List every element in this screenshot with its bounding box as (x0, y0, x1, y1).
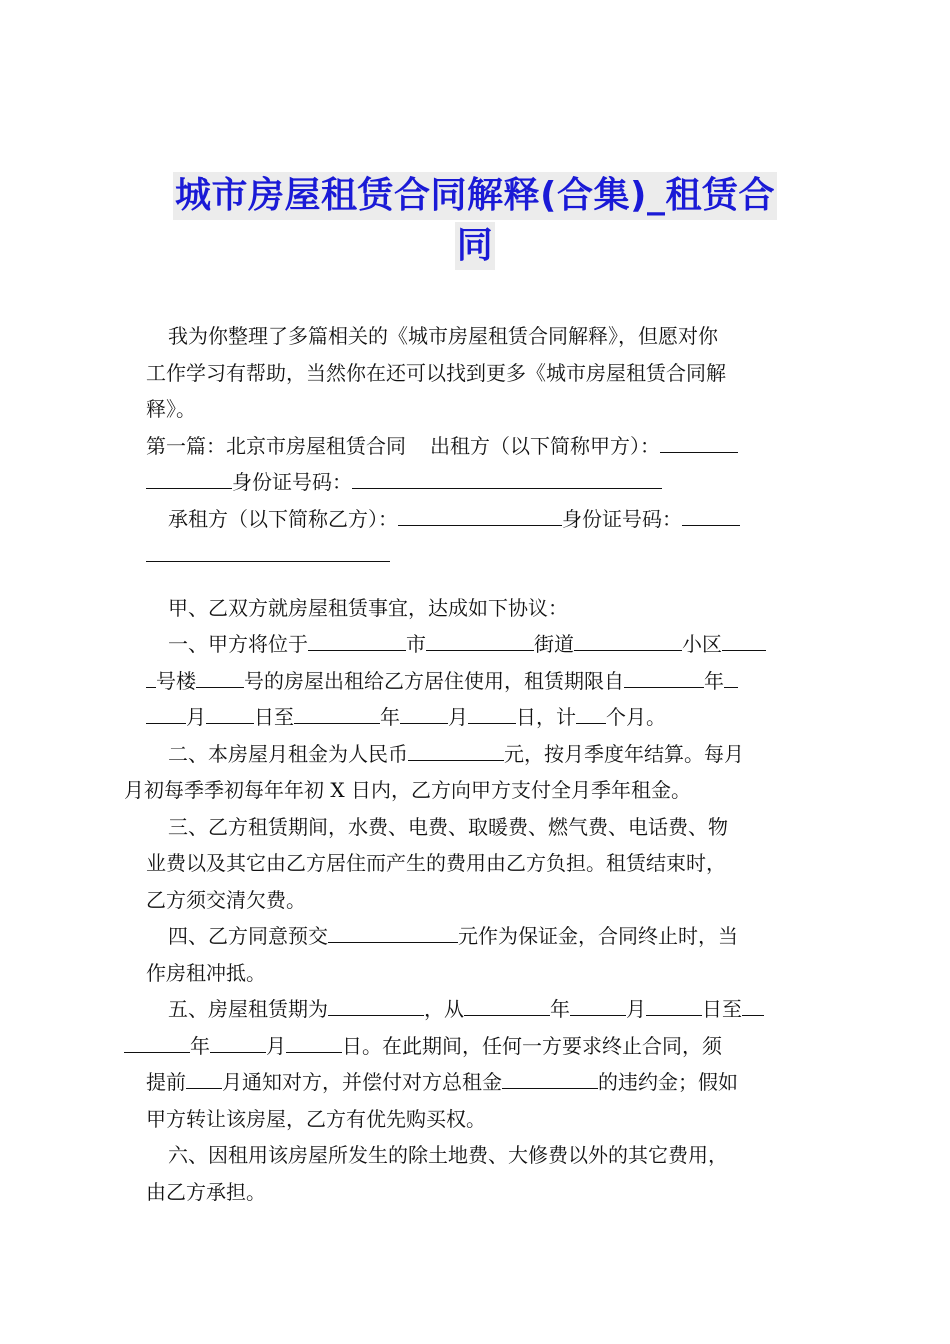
building-blank (722, 630, 766, 651)
notice-months-blank (186, 1068, 222, 1089)
start-month-blank (724, 667, 738, 688)
lessor-id-blank (352, 468, 662, 489)
to-year-blank (742, 995, 764, 1016)
from-day-blank (646, 995, 702, 1016)
clause1-text: 号的房屋出租给乙方居住使用，租赁期限自 (244, 668, 624, 693)
intro-paragraph (146, 318, 810, 428)
lessee-paragraph (146, 501, 810, 574)
clause5-text: 甲方转让该房屋，乙方有优先购买权。 (146, 1106, 486, 1131)
title-line-2: 同 (455, 222, 496, 270)
end-day-blank (468, 703, 516, 724)
clause6-line-1: 六、因租用该房屋所发生的除土地费、大修费以外的其它费用， (168, 1143, 728, 1167)
intro-line-3: 释》。 (146, 397, 196, 421)
end-year-blank (294, 703, 380, 724)
term-blank (328, 995, 424, 1016)
room-blank (196, 667, 244, 688)
clause1-text: 小区 (682, 632, 722, 656)
clause5-text: 月通知对方，并偿付对方总租金 (222, 1070, 502, 1094)
clause1-text: 市 (406, 632, 426, 656)
rent-amount-blank (408, 740, 504, 761)
lessee-label: 承租方（以下简称乙方）： (168, 506, 398, 531)
intro-line-2: 工作学习有帮助，当然你在还可以找到更多《城市房屋租赁合同解 (146, 360, 726, 385)
street-blank (426, 630, 534, 651)
start-month-blank-cont (146, 703, 186, 724)
clause3-line-2: 业费以及其它由乙方居住而产生的费用由乙方负担。租赁结束时， (146, 851, 726, 875)
lessor-name-blank (660, 432, 738, 453)
lessee-id-blank-cont (146, 541, 390, 562)
intro-line-1: 我为你整理了多篇相关的《城市房屋租赁合同解释》，但愿对你 (168, 324, 718, 348)
building-blank-cont (146, 667, 156, 688)
clause1-text: 个月。 (606, 705, 666, 729)
clause1-text: 年 (704, 668, 724, 693)
to-day-blank (286, 1032, 342, 1053)
clause1-text: 号楼 (156, 668, 196, 693)
clause5-text: 日。在此期间，任何一方要求终止合同，须 (342, 1033, 722, 1058)
penalty-blank (502, 1068, 598, 1089)
clause1-text: 街道 (534, 632, 574, 656)
from-year-blank (464, 995, 550, 1016)
clause2-text: 元，按月季度年结算。每月 (504, 741, 744, 766)
clause1-text: 月 (448, 705, 468, 729)
clause1-text: 月 (186, 705, 206, 729)
part1-heading: 第一篇：北京市房屋租赁合同 (146, 433, 406, 458)
clause6-line-2: 由乙方承担。 (146, 1179, 266, 1204)
clause4-text: 作房租冲抵。 (146, 960, 266, 985)
lessee-id-label: 身份证号码： (562, 506, 682, 531)
clause5-text: 年 (550, 997, 570, 1021)
to-year-blank-cont (124, 1032, 190, 1053)
agreement-line: 甲、乙双方就房屋租赁事宜，达成如下协议： (168, 595, 568, 620)
clause4-text: 元作为保证金，合同终止时，当 (458, 924, 738, 948)
clause1-text: 日，计 (516, 705, 576, 729)
document-title (150, 172, 800, 270)
lessor-id-label: 身份证号码： (232, 470, 352, 494)
community-blank (574, 630, 682, 651)
clause5-text: 提前 (146, 1070, 186, 1094)
clause5-text: 五、房屋租赁期为 (168, 997, 328, 1021)
clause5-text: 的违约金；假如 (598, 1070, 738, 1094)
lessor-name-blank-cont (146, 468, 232, 489)
clause3-line-1: 三、乙方租赁期间，水费、电费、取暖费、燃气费、电话费、物 (168, 814, 728, 839)
lessor-label: 出租方（以下简称甲方）： (430, 433, 660, 458)
clause4-text: 四、乙方同意预交 (168, 924, 328, 948)
lessee-id-blank (682, 505, 740, 526)
deposit-blank (328, 922, 458, 943)
clause2-text: 二、本房屋月租金为人民币 (168, 741, 408, 766)
clause1-text: 日至 (254, 705, 294, 729)
clause1-text: 年 (380, 705, 400, 729)
document-body (124, 318, 810, 1210)
to-month-blank (210, 1032, 266, 1053)
clause-5 (146, 991, 810, 1137)
clause-2 (124, 736, 810, 809)
clause-3 (146, 809, 810, 919)
from-month-blank (570, 995, 626, 1016)
clause5-text: ，从 (424, 997, 464, 1021)
start-year-blank (624, 667, 704, 688)
lessee-name-blank (398, 505, 562, 526)
city-blank (308, 630, 406, 651)
clause5-text: 月 (626, 997, 646, 1021)
clause1-text: 一、甲方将位于 (168, 632, 308, 656)
clause5-text: 月 (266, 1033, 286, 1058)
end-month-blank (400, 703, 448, 724)
clause-6 (146, 1137, 810, 1210)
months-blank (576, 703, 606, 724)
start-day-blank (206, 703, 254, 724)
clause-4 (146, 918, 810, 991)
clause5-text: 年 (190, 1033, 210, 1058)
clause2-text: 月初每季季初每年年初 X 日内，乙方向甲方支付全月季年租金。 (124, 778, 691, 802)
part1-parties (146, 428, 810, 501)
clause5-text: 日至 (702, 997, 742, 1021)
clause3-line-3: 乙方须交清欠费。 (146, 887, 306, 912)
title-line-1: 城市房屋租赁合同解释(合集)_租赁合 (173, 172, 777, 220)
clause-1 (146, 626, 810, 736)
